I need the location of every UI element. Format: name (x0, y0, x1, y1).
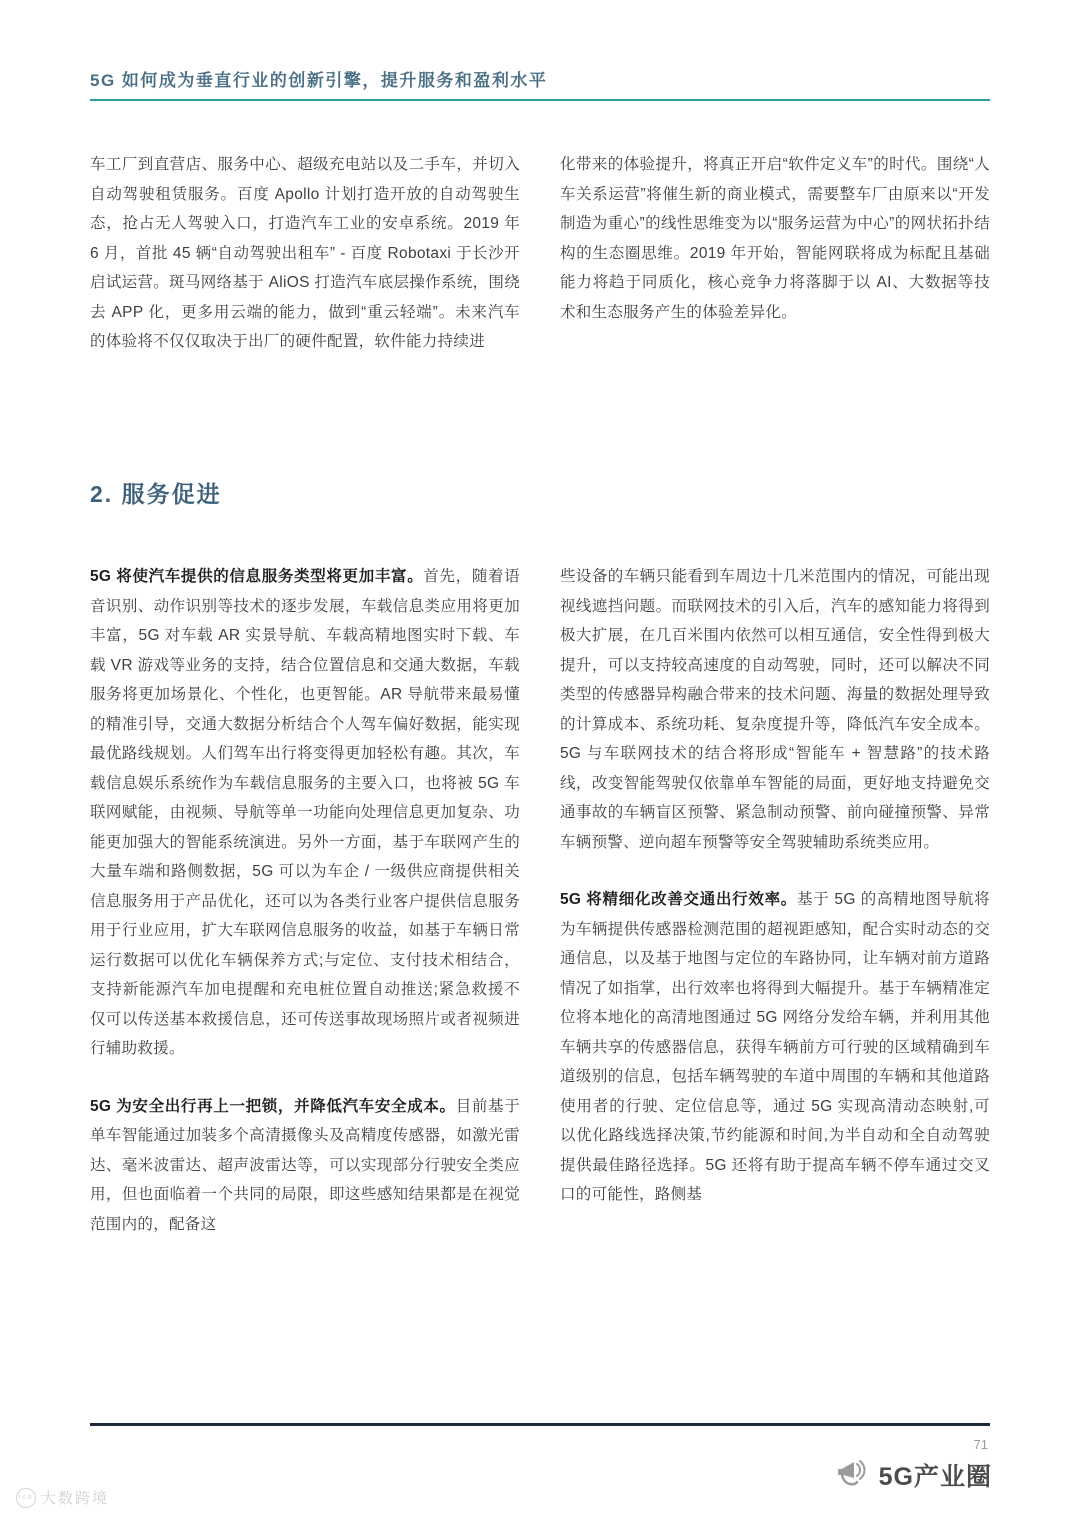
paragraph-lead: 5G 将使汽车提供的信息服务类型将更加丰富。 (90, 568, 424, 585)
paragraph-safety-continued (560, 562, 990, 857)
paragraph-body: 些设备的车辆只能看到车周边十几米范围内的情况，可能出现视线遮挡问题。而联网技术的引入后，汽车的感知能力将得到极大扩展，在几百米围内依然可以相互通信，安全性得到极大提升，可以支持较高速度的自动驾驶，同时，还可以解决不同类型的传感器异构融合带来的技术问题、海量的数据处理导致的计算成本、系统功耗、复杂度提升等，降低汽车安全成本。5G 与车联网技术的结合将形成“智能车 + 智慧路”的技术路线，改变智能驾驶仅依靠单车智能的局面，更好地支持避免交通事故的车辆盲区预警、紧急制动预警、前向碰撞预警、异常车辆预警、逆向超车预警等安全驾驶辅助系统类应用。 (560, 568, 990, 851)
paragraph-body: 目前基于单车智能通过加装多个高清摄像头及高精度传感器，如激光雷达、毫米波雷达、超声波雷达等，可以实现部分行驶安全类应用，但也面临着一个共同的局限，即这些感知结果都是在视觉范围内的，配备这 (90, 1097, 520, 1233)
paragraph-lead: 5G 为安全出行再上一把锁，并降低汽车安全成本。 (90, 1097, 456, 1115)
footer-divider (90, 1423, 990, 1426)
paragraph-info-services (90, 562, 520, 1064)
main-section (90, 562, 990, 1239)
page-number: 71 (973, 1437, 988, 1452)
paragraph-body: 基于 5G 的高精地图导航将为车辆提供传感器检测范围的超视距感知，配合实时动态的交通信息，以及基于地图与定位的车路协同，让车辆对前方道路情况了如指掌，出行效率也将得到大幅提升。基于车辆精准定位将本地化的高清地图通过 5G 网络分发给车辆，并利用其他车辆共享的传感器信息，获得车辆前方可行驶的区域精确到车道级别的信息，包括车辆驾驶的车道中周围的车辆和其他道路使用者的行驶、定位信息等，通过 5G 实现高清动态映射,可以优化路线选择决策,节约能源和时间,为半自动和全自动驾驶提供最佳路径选择。5G 还将有助于提高车辆不停车通过交叉口的可能性，路侧基 (560, 891, 990, 1203)
watermark-badge-icon: ico (16, 1488, 36, 1508)
intro-right-paragraph: 化带来的体验提升，将真正开启“软件定义车”的时代。围绕“人车关系运营”将催生新的商业模式，需要整车厂由原来以“开发制造为重心”的线性思维变为以“服务运营为中心”的网状拓扑结构的生态圈思维。2019 年开始，智能网联将成为标配且基础能力将趋于同质化，核心竞争力将落脚于以 AI、大数据等技术和生态服务产生的体验差异化。 (560, 156, 990, 321)
section-heading: 2. 服务促进 (90, 481, 222, 507)
intro-section (90, 150, 990, 357)
watermark (16, 1487, 109, 1508)
page-header-title: 5G 如何成为垂直行业的创新引擎，提升服务和盈利水平 (90, 71, 548, 90)
main-left-column (90, 562, 520, 1239)
main-right-column (560, 562, 990, 1239)
paragraph-lead: 5G 将精细化改善交通出行效率。 (560, 891, 797, 908)
brand-name: 5G产业圈 (878, 1462, 992, 1491)
paragraph-safety (90, 1092, 520, 1240)
intro-left-paragraph: 车工厂到直营店、服务中心、超级充电站以及二手车，并切入自动驾驶租赁服务。百度 Apollo 计划打造开放的自动驾驶生态，抢占无人驾驶入口，打造汽车工业的安卓系统。2019 年 6 月，首批 45 辆“自动驾驶出租车” - 百度 Robotaxi 于长沙开启试运营。斑马网络基于 AliOS 打造汽车底层操作系统，围绕去 APP 化，更多用云端的能力，做到“重云轻端”。未来汽车的体验将不仅仅取决于出厂的硬件配置，软件能力持续进 (90, 156, 520, 350)
brand-logo (834, 1456, 992, 1493)
watermark-text: 大数跨境 (41, 1490, 110, 1507)
header-divider (90, 99, 990, 101)
paragraph-traffic-efficiency (560, 885, 990, 1210)
megaphone-hand-icon (834, 1456, 872, 1493)
paragraph-body: 首先，随着语音识别、动作识别等技术的逐步发展，车载信息类应用将更加丰富，5G 对车载 AR 实景导航、车载高精地图实时下载、车载 VR 游戏等业务的支持，结合位置信息和交通大数据，车载服务将更加场景化、个性化，也更智能。AR 导航带来最易懂的精准引导，交通大数据分析结合个人驾车偏好数据，能实现最优路线规划。人们驾车出行将变得更加轻松有趣。其次，车载信息娱乐系统作为车载信息服务的主要入口，也将被 5G 车联网赋能，由视频、导航等单一功能向处理信息更加复杂、功能更加强大的智能系统演进。另外一方面，基于车联网产生的大量车端和路侧数据，5G 可以为车企 / 一级供应商提供相关信息服务用于产品优化，还可以为各类行业客户提供信息服务用于行业应用，扩大车联网信息服务的收益，如基于车辆日常运行数据可以优化车辆保养方式;与定位、支付技术相结合，支持新能源汽车加电提醒和充电桩位置自动推送;紧急救援不仅可以传送基本救援信息，还可传送事故现场照片或者视频进行辅助救援。 (90, 568, 520, 1057)
